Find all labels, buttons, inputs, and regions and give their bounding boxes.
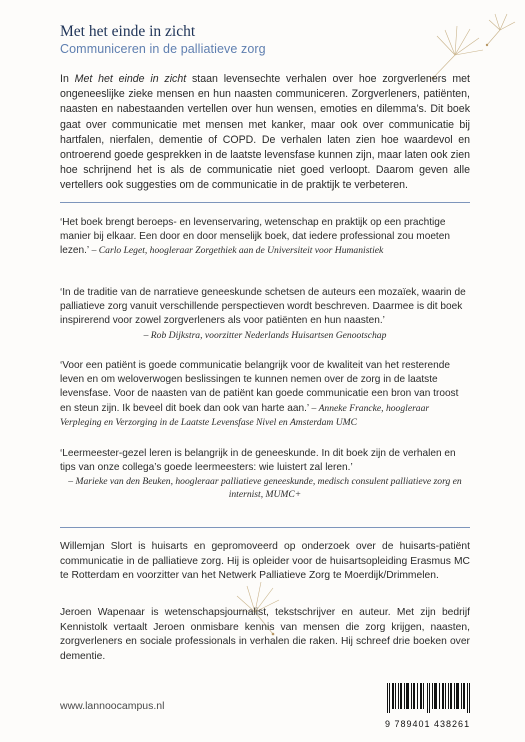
quote-4	[60, 447, 470, 501]
quote-text: ‘Leermeester-gezel leren is belangrijk in de geneeskunde. In dit boek zijn de verhalen en tips van onze collega’s goede leermeesters: wie luistert zal leren.’	[60, 448, 456, 474]
quote-attribution: – Carlo Leget, hoogleraar Zorgethiek aan de Universiteit voor Humanistiek	[89, 245, 384, 257]
publisher-website[interactable]: www.lannoocampus.nl	[60, 700, 165, 712]
quote-attribution: – Anneke Francke, hoogleraar Verpleging en Verzorging in de Laatste Levensfase Nivel en Amsterdam UMC	[60, 402, 430, 428]
divider-bottom	[60, 527, 470, 528]
intro-pre: In	[60, 73, 75, 85]
author-bio-1: Willemjan Slort is huisarts en gepromoveerd op onderzoek over de huisarts-patiënt communicatie in de palliatieve zorg. Hij is opleider voor de huisartsopleiding Erasmus MC te Rotterdam en voorzitter van het Netwerk Palliatieve Zorg te Moerdijk/Drimmelen.	[60, 541, 470, 582]
quote-text: ‘Voor een patiënt is goede communicatie belangrijk voor de kwaliteit van het resterende leven en om weloverwogen beslissingen te kunnen nemen over de zorg in de laatste levensfase. Voor de naasten van de patiënt kan goede communicatie een bron van troost en steun zijn. Ik beveel dit boek dan ook van harte aan.’	[60, 360, 459, 414]
intro-paragraph	[60, 72, 470, 194]
quote-2	[60, 286, 470, 342]
quote-1	[60, 216, 470, 259]
quote-3	[60, 359, 470, 430]
quote-text: ‘In de traditie van de narratieve geneeskunde schetsen de auteurs een mozaïek, waarin de palliatieve zorg vanuit verschillende perspectieven wordt beschreven. Daarmee is dit boek inspirerend voor zowel zorgverleners als voor patiënten en hun naasten.’	[60, 287, 466, 327]
quote-attribution: – Rob Dijkstra, voorzitter Nederlands Huisartsen Genootschap	[143, 329, 387, 341]
book-title: Met het einde in zicht	[60, 23, 196, 40]
quote-text: ‘Het boek brengt beroeps- en levenservaring, wetenschap en praktijk op een prachtige manier bij elkaar. Een door en door menselijk boek, dat iedere professional zou moeten lezen.’	[60, 217, 450, 257]
divider-top	[60, 202, 470, 203]
isbn-digits: 9 789401 438261	[385, 719, 471, 729]
intro-text: staan levensechte verhalen over hoe zorgverleners met ongeneeslijke zieke mensen en hun naasten communiceren. Zorgverleners, patiënten, naasten en nabestaanden vertellen over hun wensen, emoties en dilemma’s. Dit boek gaat over communicatie met mensen met kanker, maar ook over communicatie bij hartfalen, nierfalen, dementie of COPD. De verhalen laten zien hoe waardevol en ontroerend goede gesprekken in de laatste levensfase kunnen zijn, maar laten ook zien hoe schrijnend het is als de communicatie niet goed verloopt. Daarom geven alle vertellers ook suggesties om de communicatie in de praktijk te verbeteren.	[60, 73, 470, 192]
isbn-barcode	[385, 683, 473, 729]
quote-attribution: – Marieke van den Beuken, hoogleraar palliatieve geneeskunde, medisch consulent palliatieve zorg en internist, MUMC+	[68, 476, 462, 501]
barcode-icon	[385, 683, 473, 713]
book-subtitle: Communiceren in de palliatieve zorg	[60, 42, 266, 56]
intro-book-title: Met het einde in zicht	[74, 73, 187, 85]
author-bio-2: Jeroen Wapenaar is wetenschapsjournalist, tekstschrijver en auteur. Met zijn bedrijf Kennistolk vertaalt Jeroen onmisbare kennis van mensen die zorg krijgen, naasten, zorgverleners en sociale professionals in verhalen die raken. Hij schreef drie boeken over dementie.	[60, 607, 470, 662]
